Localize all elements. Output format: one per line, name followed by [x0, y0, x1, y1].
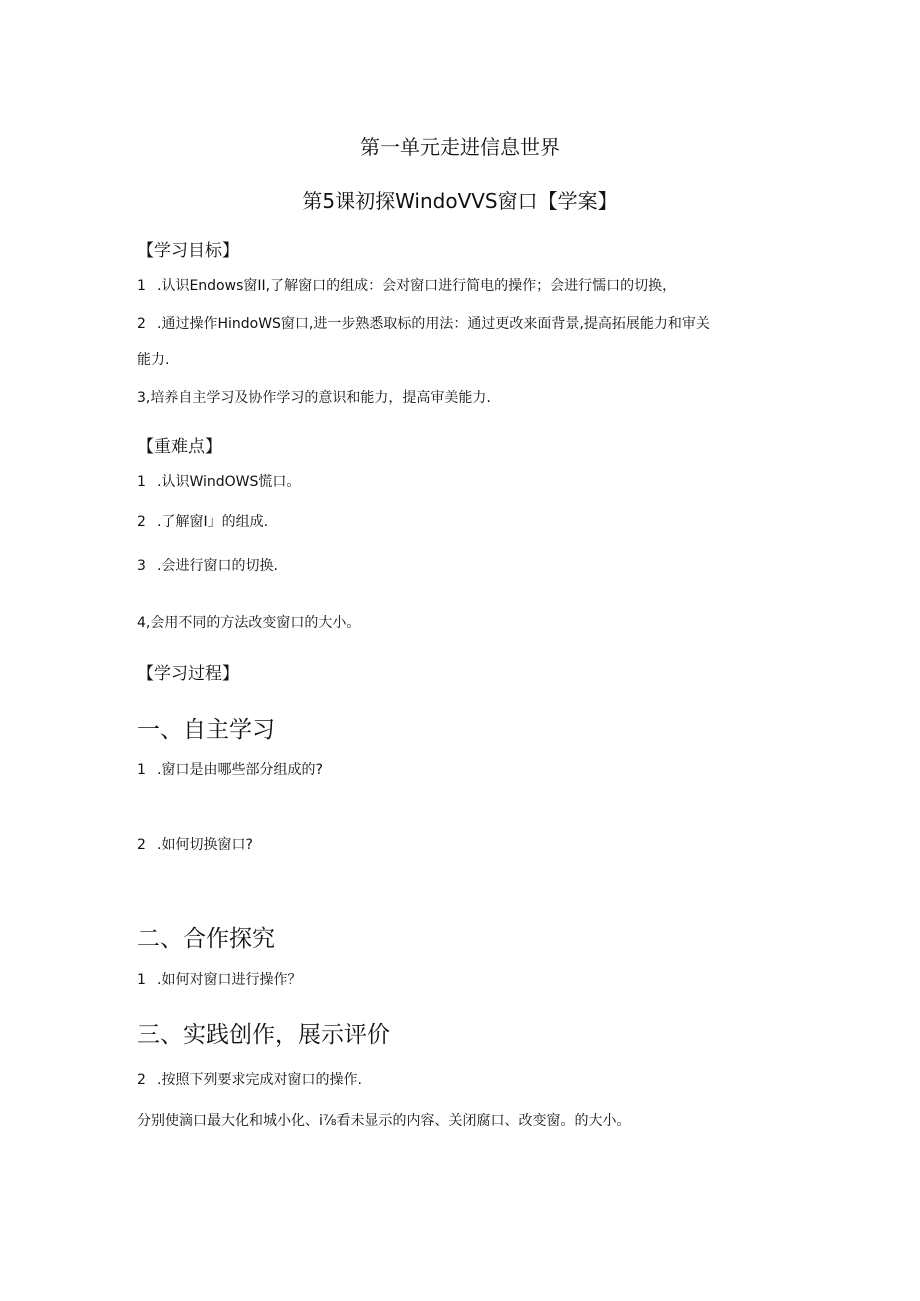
- item-separator: .: [157, 762, 162, 778]
- item-text: 如何切换窗口?: [161, 837, 253, 853]
- objective-item: 3,培养自主学习及协作学习的意识和能力，提高审美能力.: [137, 390, 491, 406]
- item-text: 会进行窗口的切换.: [161, 558, 278, 574]
- item-number: 2: [137, 316, 146, 332]
- part2-question: [137, 969, 301, 989]
- item-separator: .: [157, 278, 162, 294]
- part1-title: 一、自主学习: [137, 717, 275, 743]
- objectives-heading: 【学习目标】: [137, 241, 239, 261]
- part1-question: [137, 759, 323, 779]
- item-separator: .: [157, 558, 162, 574]
- item-number: 2: [137, 837, 146, 853]
- item-separator: .: [157, 837, 162, 853]
- objective-item: [137, 313, 710, 333]
- lesson-title: 第5课初探WindoVVS窗口【学案】: [302, 189, 618, 213]
- objective-item-continuation: 能力.: [137, 352, 170, 368]
- part3-question: [137, 1069, 362, 1089]
- item-text: 按照下列要求完成对窗口的操作.: [161, 1072, 362, 1088]
- part3-title: 三、实践创作，展示评价: [137, 1022, 390, 1048]
- item-number: 2: [137, 1072, 146, 1088]
- part2-title: 二、合作探究: [137, 926, 275, 952]
- part1-question: [137, 834, 253, 854]
- item-number: 1: [137, 474, 146, 490]
- objective-item: [137, 275, 676, 295]
- item-separator: .: [157, 514, 162, 530]
- unit-title: 第一单元走进信息世界: [360, 135, 560, 159]
- item-text: 如何对窗口进行操作？: [161, 972, 302, 988]
- item-number: 2: [137, 514, 146, 530]
- item-text: 认识WindOWS慌口。: [161, 474, 301, 490]
- item-separator: .: [157, 1072, 162, 1088]
- item-number: 1: [137, 762, 146, 778]
- item-text: 认识Endows窗II,了解窗口的组成：会对窗口进行简电的操作；会进行懦口的切换，: [161, 278, 677, 294]
- item-number: 3: [137, 558, 146, 574]
- item-separator: .: [157, 316, 162, 332]
- item-text: 了解窗I」的组成.: [161, 514, 269, 530]
- item-text: 窗口是由哪些部分组成的?: [161, 762, 323, 778]
- item-text: 通过操作HindoWS窗口,进一步熟悉取标的用法：通过更改来面背景,提高拓展能力和审关: [161, 316, 710, 332]
- item-separator: .: [157, 474, 162, 490]
- keypoint-item: [137, 511, 268, 531]
- keypoint-item: [137, 555, 278, 575]
- keypoints-heading: 【重难点】: [137, 437, 222, 457]
- item-number: 1: [137, 972, 146, 988]
- process-heading: 【学习过程】: [137, 664, 239, 684]
- keypoint-item: [137, 471, 300, 491]
- part3-description: 分别使滴口最大化和城小化、i⅞看未显示的内容、关闭腐口、改变窗。的大小。: [137, 1113, 631, 1129]
- item-separator: .: [157, 972, 162, 988]
- item-number: 1: [137, 278, 146, 294]
- keypoint-item: 4,会用不同的方法改变窗口的大小。: [137, 615, 361, 631]
